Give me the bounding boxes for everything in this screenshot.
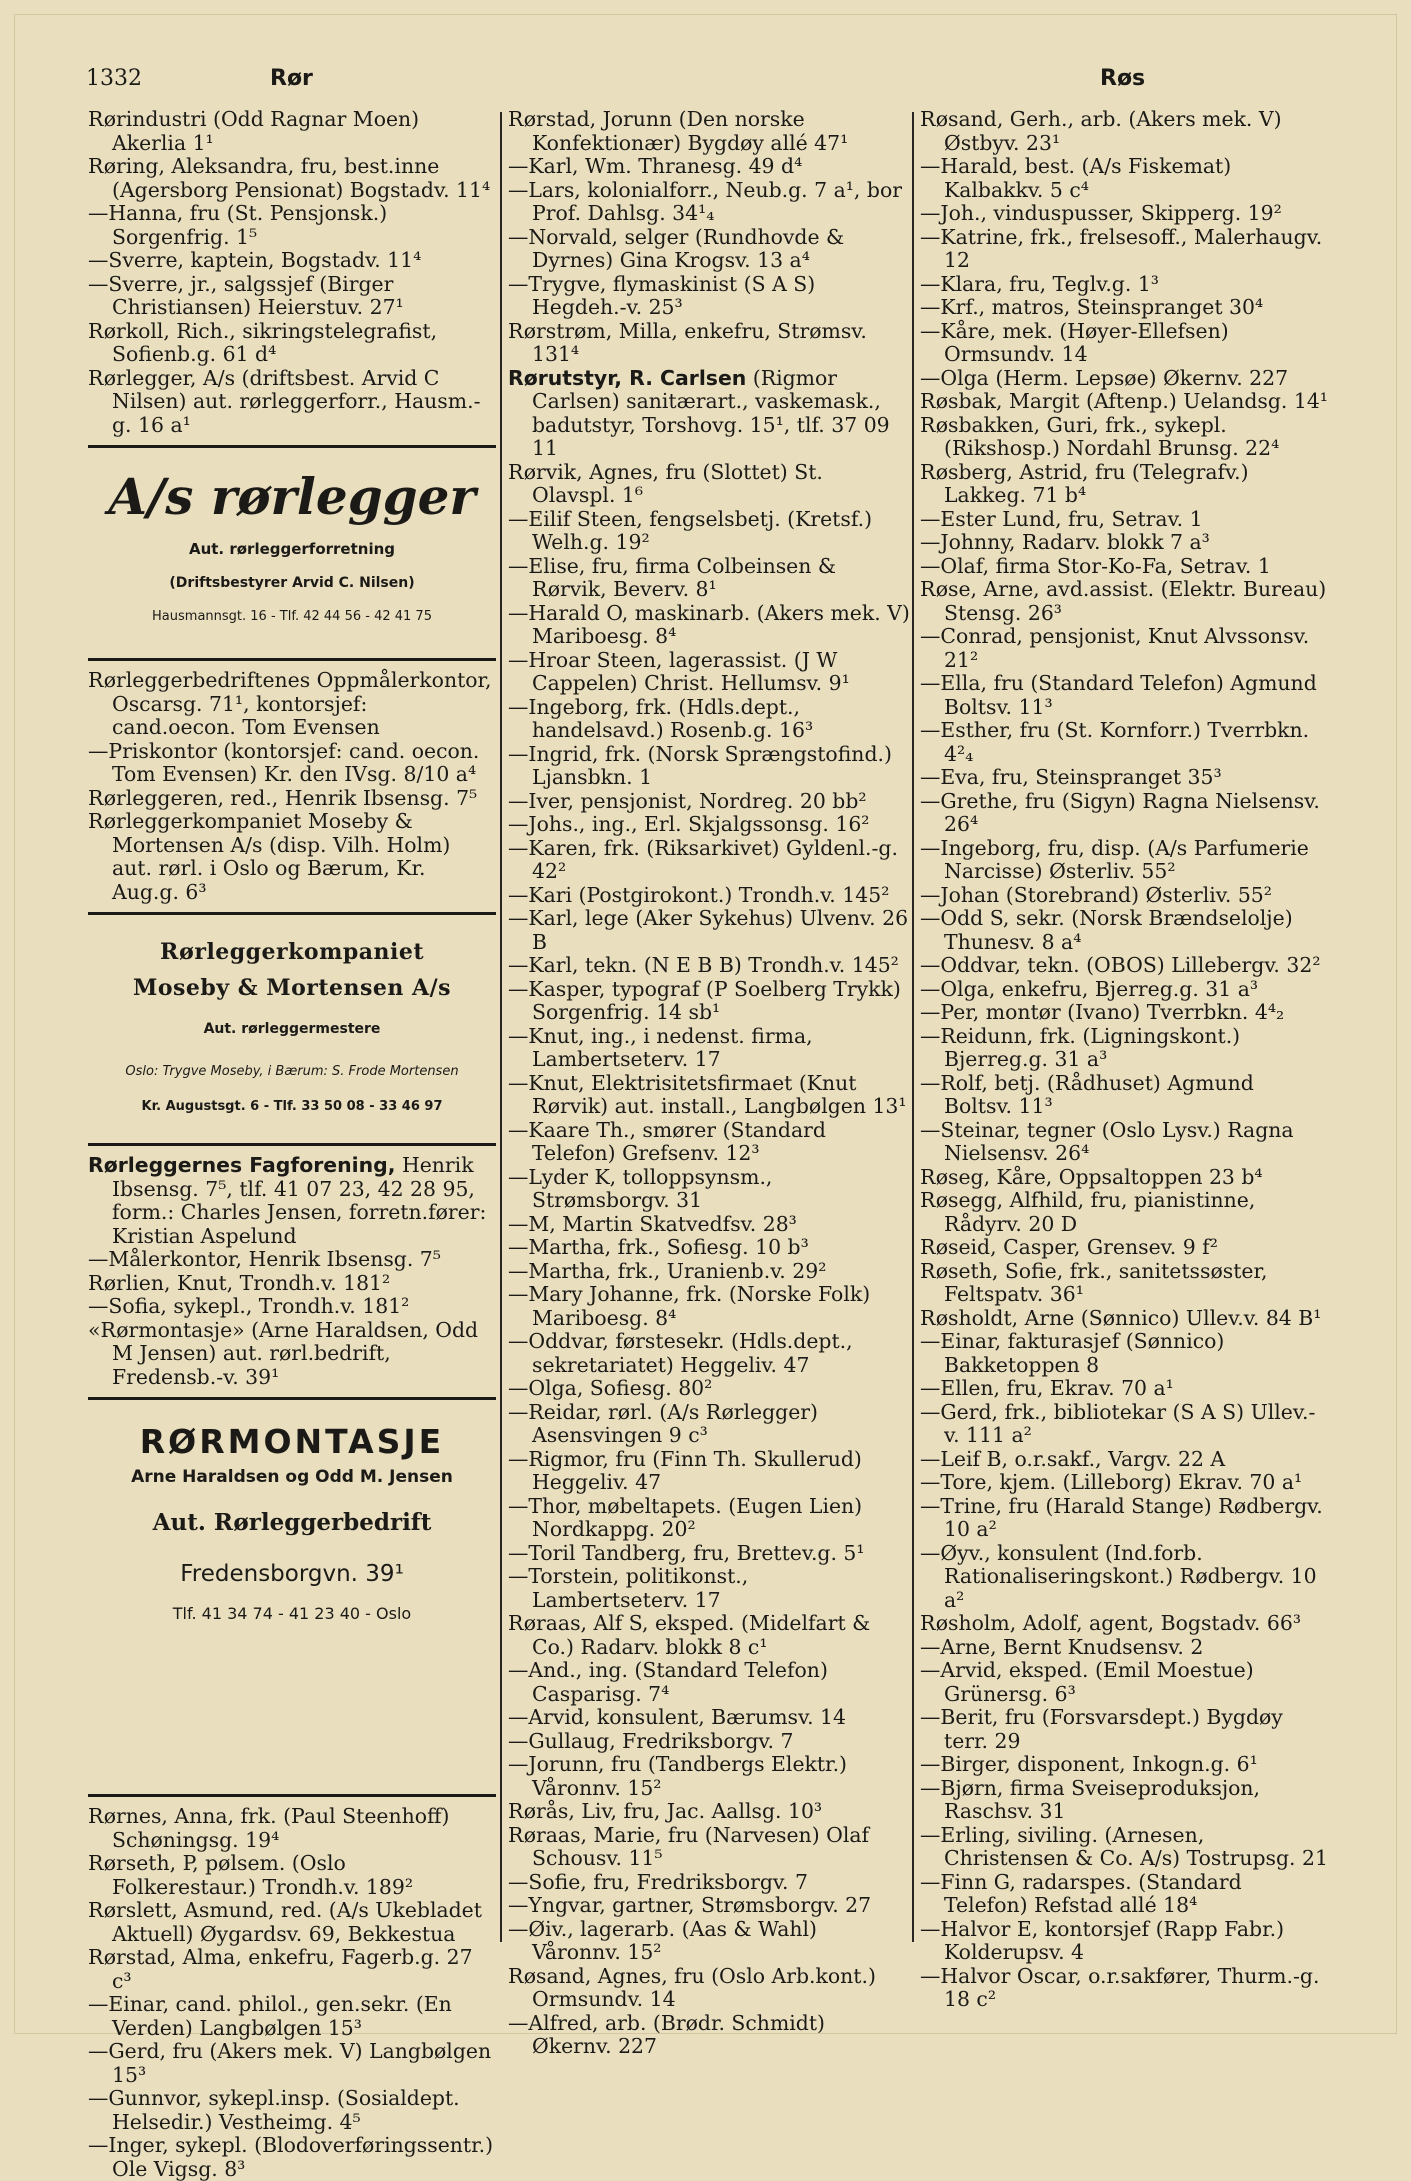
list-item: —Karen, frk. (Riksarkivet) Gyldenl.-g. 42² xyxy=(508,835,898,883)
list-item: —Sofia, sykepl., Trondh.v. 181² xyxy=(88,1294,410,1318)
column-3 xyxy=(920,108,1328,2012)
list-item: —Odd S, sekr. (Norsk Brændselolje) Thunesv. 8 a⁴ xyxy=(920,906,1293,954)
list-item: —Alfred, arb. (Brødr. Schmidt) Økernv. 227 xyxy=(508,2010,825,2058)
list-item: —Rigmor, fru (Finn Th. Skullerud) Heggeliv. 47 xyxy=(508,1446,862,1494)
list-item: —Klara, fru, Teglv.g. 1³ xyxy=(920,271,1159,296)
list-item: —Priskontor (kontorsjef: cand. oecon. Tom Evensen) Kr. den IVsg. 8/10 a⁴ xyxy=(88,738,480,786)
ad-owners: Arne Haraldsen og Odd M. Jensen xyxy=(131,1466,453,1487)
list-item: —Finn G, radarspes. (Standard Telefon) Refstad allé 18⁴ xyxy=(920,1869,1242,1917)
list-item: Røraas, Alf S, eksped. (Midelfart & Co.) Radarv. blokk 8 c¹ xyxy=(508,1611,871,1659)
list-item: —Trygve, flymaskinist (S A S) Hegdeh.-v. 25³ xyxy=(508,271,816,319)
list-item: —Knut, ing., i nedenst. firma, Lambertseterv. 17 xyxy=(508,1023,813,1071)
list-item: Rørslett, Asmund, red. (A/s Ukebladet Aktuell) Øygardsv. 69, Bekkestua xyxy=(88,1898,482,1946)
list-item: —Ester Lund, fru, Setrav. 1 xyxy=(920,506,1203,531)
list-item: —Lars, kolonialforr., Neub.g. 7 a¹, bor Prof. Dahlsg. 34¹₄ xyxy=(508,177,902,225)
list-item: —Ingeborg, frk. (Hdls.dept., handelsavd.) Rosenb.g. 16³ xyxy=(508,694,814,742)
list-item: Røseth, Sofie, frk., sanitetssøster, Feltspatv. 36¹ xyxy=(920,1258,1268,1306)
list-item: —Målerkontor, Henrik Ibsensg. 7⁵ xyxy=(88,1247,441,1271)
list-item: —Trine, fru (Harald Stange) Rødbergv. 10 a² xyxy=(920,1493,1323,1541)
ad-title: Rørleggerkompaniet xyxy=(159,939,424,965)
list-item: —Reidunn, frk. (Ligningskont.) Bjerreg.g. 31 a³ xyxy=(920,1023,1241,1071)
list-item: —Ellen, fru, Ekrav. 70 a¹ xyxy=(920,1376,1174,1400)
list-item: —Kari (Postgirokont.) Trondh.v. 145² xyxy=(508,882,890,907)
list-item: —Øiv., lagerarb. (Aas & Wahl) Våronnv. 15² xyxy=(508,1916,818,1964)
ad-subtitle: Aut. rørleggermestere xyxy=(203,1021,381,1037)
list-item: Rørstrøm, Milla, enkefru, Strømsv. 131⁴ xyxy=(508,318,867,366)
column-2 xyxy=(508,108,910,2059)
ad-manager: (Driftsbestyrer Arvid C. Nilsen) xyxy=(169,574,415,591)
list-item: —Karl, Wm. Thranesg. 49 d⁴ xyxy=(508,154,803,178)
list-item: Rørleggeren, red., Henrik Ibsensg. 7⁵ xyxy=(88,785,478,810)
ad-company-name: Moseby & Mortensen A/s xyxy=(132,974,452,1001)
list-item: —Krf., matros, Steinspranget 30⁴ xyxy=(920,295,1264,319)
list-item: —Norvald, selger (Rundhovde & Dyrnes) Gina Krogsv. 13 a⁴ xyxy=(508,224,845,272)
list-item: —Harald, best. (A/s Fiskemat) Kalbakkv. 5 c⁴ xyxy=(920,154,1232,202)
list-item: —Halvor E, kontorsjef (Rapp Fabr.) Kolderupsv. 4 xyxy=(920,1916,1285,1964)
list-item: Røse, Arne, avd.assist. (Elektr. Bureau) Stensg. 26³ xyxy=(920,577,1327,625)
page-header xyxy=(0,62,1411,102)
list-item: —Olaf, firma Stor-Ko-Fa, Setrav. 1 xyxy=(920,553,1271,578)
list-item: —Katrine, frk., frelsesoff., Malerhaugv. 12 xyxy=(920,224,1323,272)
list-item: Røsholm, Adolf, agent, Bogstadv. 66³ xyxy=(920,1611,1301,1635)
list-item: —Iver, pensjonist, Nordreg. 20 bb² xyxy=(508,788,867,813)
list-item: Røraas, Marie, fru (Narvesen) Olaf Schousv. 11⁵ xyxy=(508,1822,870,1870)
list-item: —Ella, fru (Standard Telefon) Agmund Boltsv. 11³ xyxy=(920,671,1317,719)
list-item: Røsand, Agnes, fru (Oslo Arb.kont.) Ormsundv. 14 xyxy=(508,1963,876,2011)
list-item: —Birger, disponent, Inkogn.g. 6¹ xyxy=(920,1752,1258,1776)
list-item: —Tore, kjem. (Lilleborg) Ekrav. 70 a¹ xyxy=(920,1470,1303,1494)
list-item: Røseg, Kåre, Oppsaltoppen 23 b⁴ xyxy=(920,1164,1263,1189)
list-item: Røsberg, Astrid, fru (Telegrafv.) Lakkeg. 71 b⁴ xyxy=(920,459,1249,507)
list-item: Rørlien, Knut, Trondh.v. 181² xyxy=(88,1270,391,1295)
entry-list xyxy=(88,1248,496,1389)
list-item: Røsbak, Margit (Aftenp.) Uelandsg. 14¹ xyxy=(920,389,1328,413)
list-item: —Eva, fru, Steinspranget 35³ xyxy=(920,765,1222,789)
list-item: Røsegg, Alfhild, fru, pianistinne, Rådyrv. 20 D xyxy=(920,1188,1256,1236)
list-item: —M, Martin Skatvedfsv. 28³ xyxy=(508,1211,797,1236)
list-item: Rørleggerbedriftenes Oppmålerkontor, Oscarsg. 71¹, kontorsjef: cand.oecon. Tom Evensen xyxy=(88,668,492,739)
entry-list xyxy=(508,461,910,2059)
list-item: —Arne, Bernt Knudsensv. 2 xyxy=(920,1634,1204,1659)
entry-text: (Rigmor Carlsen) sanitærart., vaskemask., badutstyr, Torshovg. 15¹, tlf. 37 09 11 xyxy=(532,365,890,460)
advertisement-rormontasje xyxy=(88,1397,496,1797)
list-item: Rørleggerkompaniet Moseby & Mortensen A/s (disp. Vilh. Holm) aut. rørl. i Oslo og Bærum, Kr. Aug.g. 6³ xyxy=(88,809,451,904)
list-item: —Gerd, frk., bibliotekar (S A S) Ullev.-v. 111 a² xyxy=(920,1399,1316,1447)
ad-phone: Tlf. 41 34 74 - 41 23 40 - Oslo xyxy=(172,1604,412,1623)
list-item: —Mary Johanne, frk. (Norske Folk) Mariboesg. 8⁴ xyxy=(508,1282,871,1330)
list-item xyxy=(88,1154,496,1248)
list-item: Røsbakken, Guri, frk., sykepl. (Rikshosp.) Nordahl Brunsg. 22⁴ xyxy=(920,412,1280,460)
page-number: 1332 xyxy=(86,66,142,91)
list-item: Røseid, Casper, Grensev. 9 f² xyxy=(920,1235,1218,1259)
ad-address: Kr. Augustsgt. 6 - Tlf. 33 50 08 - 33 46 97 xyxy=(141,1099,443,1114)
list-item: Røsholdt, Arne (Sønnico) Ullev.v. 84 B¹ xyxy=(920,1305,1322,1330)
list-item: —Jorunn, fru (Tandbergs Elektr.) Våronnv. 15² xyxy=(508,1752,848,1800)
list-item: —Johs., ing., Erl. Skjalgssonsg. 16² xyxy=(508,812,870,836)
list-item: Rørstad, Alma, enkefru, Fagerb.g. 27 c³ xyxy=(88,1945,473,1993)
ad-title: RØRMONTASJE xyxy=(139,1422,445,1461)
ad-subtitle: Aut. Rørleggerbedrift xyxy=(152,1509,432,1536)
list-item: —Karl, lege (Aker Sykehus) Ulvenv. 26 B xyxy=(508,906,909,954)
entry-heading: Rørleggernes Fagforening, xyxy=(88,1153,396,1177)
list-item: —Inger, sykepl. (Blodoverføringssentr.) Ole Vigsg. 8³ xyxy=(88,2133,494,2181)
list-item: —Kasper, typograf (P Soelberg Trykk) Sorgenfrig. 14 sb¹ xyxy=(508,976,901,1024)
list-item: —Arvid, konsulent, Bærumsv. 14 xyxy=(508,1705,846,1729)
list-item: —Steinar, tegner (Oslo Lysv.) Ragna Nielsensv. 26⁴ xyxy=(920,1117,1294,1165)
list-item: —Knut, Elektrisitetsfirmaet (Knut Rørvik) aut. install., Langbølgen 13¹ xyxy=(508,1070,907,1118)
advertisement-rorlegger xyxy=(88,445,496,661)
guide-word-left: Rør xyxy=(270,66,313,91)
list-item: Rørvik, Agnes, fru (Slottet) St. Olavspl. 1⁶ xyxy=(508,459,823,507)
list-item: Rørstad, Jorunn (Den norske Konfektionær) Bygdøy allé 47¹ xyxy=(508,107,849,155)
list-item: Rørindustri (Odd Ragnar Moen) Akerlia 1¹ xyxy=(88,107,420,155)
list-item: Rørås, Liv, fru, Jac. Aallsg. 10³ xyxy=(508,1799,823,1823)
list-item: —Kåre, mek. (Høyer-Ellefsen) Ormsundv. 14 xyxy=(920,318,1229,366)
list-item: —Rolf, betj. (Rådhuset) Agmund Boltsv. 11³ xyxy=(920,1070,1254,1118)
list-item: —Thor, møbeltapets. (Eugen Lien) Nordkappg. 20² xyxy=(508,1493,863,1541)
entry-list xyxy=(88,1805,496,2181)
entry-text: Henrik Ibsensg. 7⁵, tlf. 41 07 23, 42 28 95, form.: Charles Jensen, forretn.fører: Kristian Aspelund xyxy=(112,1153,487,1248)
ad-address: Fredensborgvn. 39¹ xyxy=(180,1560,404,1587)
list-item: Rørlegger, A/s (driftsbest. Arvid C Nilsen) aut. rørleggerforr., Hausm.-g. 16 a¹ xyxy=(88,365,481,437)
list-item: —Olga, Sofiesg. 80² xyxy=(508,1376,713,1400)
list-item: —Kaare Th., smører (Standard Telefon) Grefsenv. 12³ xyxy=(508,1117,826,1165)
entry-list xyxy=(88,669,496,904)
list-item: —Hanna, fru (St. Pensjonsk.) Sorgenfrig. 1⁵ xyxy=(88,201,388,249)
list-item: —Sverre, jr., salgssjef (Birger Christiansen) Heierstuv. 27¹ xyxy=(88,271,404,319)
list-item: —Olga (Herm. Lepsøe) Økernv. 227 xyxy=(920,365,1289,390)
list-item: —Yngvar, gartner, Strømsborgv. 27 xyxy=(508,1893,872,1917)
column-divider xyxy=(500,112,502,1942)
list-item: Røsand, Gerh., arb. (Akers mek. V) Østbyv. 23¹ xyxy=(920,107,1282,155)
list-item: —Martha, frk., Uranienb.v. 29² xyxy=(508,1258,827,1283)
list-item: —Torstein, politikonst., Lambertseterv. 17 xyxy=(508,1564,749,1612)
list-item: —Sverre, kaptein, Bogstadv. 11⁴ xyxy=(88,248,422,272)
company-logo xyxy=(108,462,476,532)
list-item: —Einar, fakturasjef (Sønnico) Bakketoppen 8 xyxy=(920,1329,1225,1377)
list-item: —Conrad, pensjonist, Knut Alvssonsv. 21² xyxy=(920,624,1310,672)
advertisement-moseby-mortensen xyxy=(88,912,496,1146)
list-item: Rørkoll, Rich., sikringstelegrafist, Sofienb.g. 61 d⁴ xyxy=(88,318,438,366)
list-item: —Leif B, o.r.sakf., Vargv. 22 A xyxy=(920,1446,1226,1471)
list-item: —Gerd, fru (Akers mek. V) Langbølgen 15³ xyxy=(88,2039,492,2087)
list-item: —Harald O, maskinarb. (Akers mek. V) Mariboesg. 8⁴ xyxy=(508,600,910,648)
list-item: —And., ing. (Standard Telefon) Casparisg. 7⁴ xyxy=(508,1658,828,1706)
list-item: —Eilif Steen, fengselsbetj. (Kretsf.) Welh.g. 19² xyxy=(508,506,873,554)
list-item: —Per, montør (Ivano) Tverrbkn. 4⁴₂ xyxy=(920,1000,1285,1024)
list-item: —Hroar Steen, lagerassist. (J W Cappelen) Christ. Hellumsv. 9¹ xyxy=(508,647,850,695)
list-item: —Toril Tandberg, fru, Brettev.g. 5¹ xyxy=(508,1540,865,1565)
column-1 xyxy=(88,108,496,2181)
list-item: —Grethe, fru (Sigyn) Ragna Nielsensv. 26⁴ xyxy=(920,788,1320,836)
ad-address: Hausmannsgt. 16 - Tlf. 42 44 56 - 42 41 75 xyxy=(152,609,432,624)
list-item: —Gunnvor, sykepl.insp. (Sosialdept. Helsedir.) Vestheimg. 4⁵ xyxy=(88,2086,460,2134)
list-item: Rørseth, P, pølsem. (Oslo Folkerestaur.) Trondh.v. 189² xyxy=(88,1851,414,1899)
list-item: —Berit, fru (Forsvarsdept.) Bygdøy terr. 29 xyxy=(920,1705,1283,1753)
ad-subtitle: Aut. rørleggerforretning xyxy=(188,540,396,558)
list-item: Røring, Aleksandra, fru, best.inne (Agersborg Pensionat) Bogstadv. 11⁴ xyxy=(88,154,491,202)
list-item: Rørnes, Anna, frk. (Paul Steenhoff) Schøningsg. 19⁴ xyxy=(88,1804,450,1852)
list-item: —Bjørn, firma Sveiseproduksjon, Raschsv. 31 xyxy=(920,1775,1261,1823)
list-item: —Gullaug, Fredriksborgv. 7 xyxy=(508,1728,794,1753)
list-item: —Oddvar, tekn. (OBOS) Lillebergv. 32² xyxy=(920,953,1321,977)
list-item: «Rørmontasje» (Arne Haraldsen, Odd M Jensen) aut. rørl.bedrift, Fredensb.-v. 39¹ xyxy=(88,1317,479,1389)
entry-list xyxy=(508,108,910,367)
entry-list xyxy=(920,108,1328,2012)
list-item: —Ingrid, frk. (Norsk Sprængstofind.) Ljansbkn. 1 xyxy=(508,741,892,789)
list-item: —Oddvar, førstesekr. (Hdls.dept., sekretariatet) Heggeliv. 47 xyxy=(508,1329,853,1377)
list-item: —Karl, tekn. (N E B B) Trondh.v. 145² xyxy=(508,953,899,977)
column-divider xyxy=(912,112,914,1942)
list-item: —Esther, fru (St. Kornforr.) Tverrbkn. 4²₄ xyxy=(920,718,1310,766)
list-item: —Einar, cand. philol., gen.sekr. (En Verden) Langbølgen 15³ xyxy=(88,1992,452,2040)
entry-list xyxy=(88,108,496,437)
list-item: —Johan (Storebrand) Østerliv. 55² xyxy=(920,882,1272,907)
list-item: —Erling, siviling. (Arnesen, Christensen & Co. A/s) Tostrupsg. 21 xyxy=(920,1822,1328,1870)
guide-word-right: Røs xyxy=(1100,66,1146,91)
list-item xyxy=(508,367,910,461)
list-item: —Johnny, Radarv. blokk 7 a³ xyxy=(920,530,1210,554)
list-item: —Reidar, rørl. (A/s Rørlegger) Asensvingen 9 c³ xyxy=(508,1399,818,1447)
list-item: —Arvid, eksped. (Emil Moestue) Grünersg. 6³ xyxy=(920,1658,1254,1706)
ad-owners: Oslo: Trygve Moseby, i Bærum: S. Frode Mortensen xyxy=(125,1063,459,1079)
list-item: —Martha, frk., Sofiesg. 10 b³ xyxy=(508,1235,809,1259)
list-item: —Lyder K, tolloppsynsm., Strømsborgv. 31 xyxy=(508,1164,773,1212)
list-item: —Olga, enkefru, Bjerreg.g. 31 a³ xyxy=(920,976,1259,1001)
list-item: —Joh., vinduspusser, Skipperg. 19² xyxy=(920,201,1282,225)
list-item: —Ingeborg, fru, disp. (A/s Parfumerie Narcisse) Østerliv. 55² xyxy=(920,835,1309,883)
list-item: —Sofie, fru, Fredriksborgv. 7 xyxy=(508,1869,808,1894)
list-item: —Halvor Oscar, o.r.sakfører, Thurm.-g. 18 c² xyxy=(920,1963,1320,2011)
list-item: —Øyv., konsulent (Ind.forb. Rationaliseringskont.) Rødbergv. 10 a² xyxy=(920,1540,1317,1612)
list-item: —Elise, fru, firma Colbeinsen & Rørvik, Beverv. 8¹ xyxy=(508,553,836,601)
svg-text:A/s rørlegger: A/s rørlegger xyxy=(108,467,476,526)
entry-heading: Rørutstyr, R. Carlsen xyxy=(508,365,747,390)
